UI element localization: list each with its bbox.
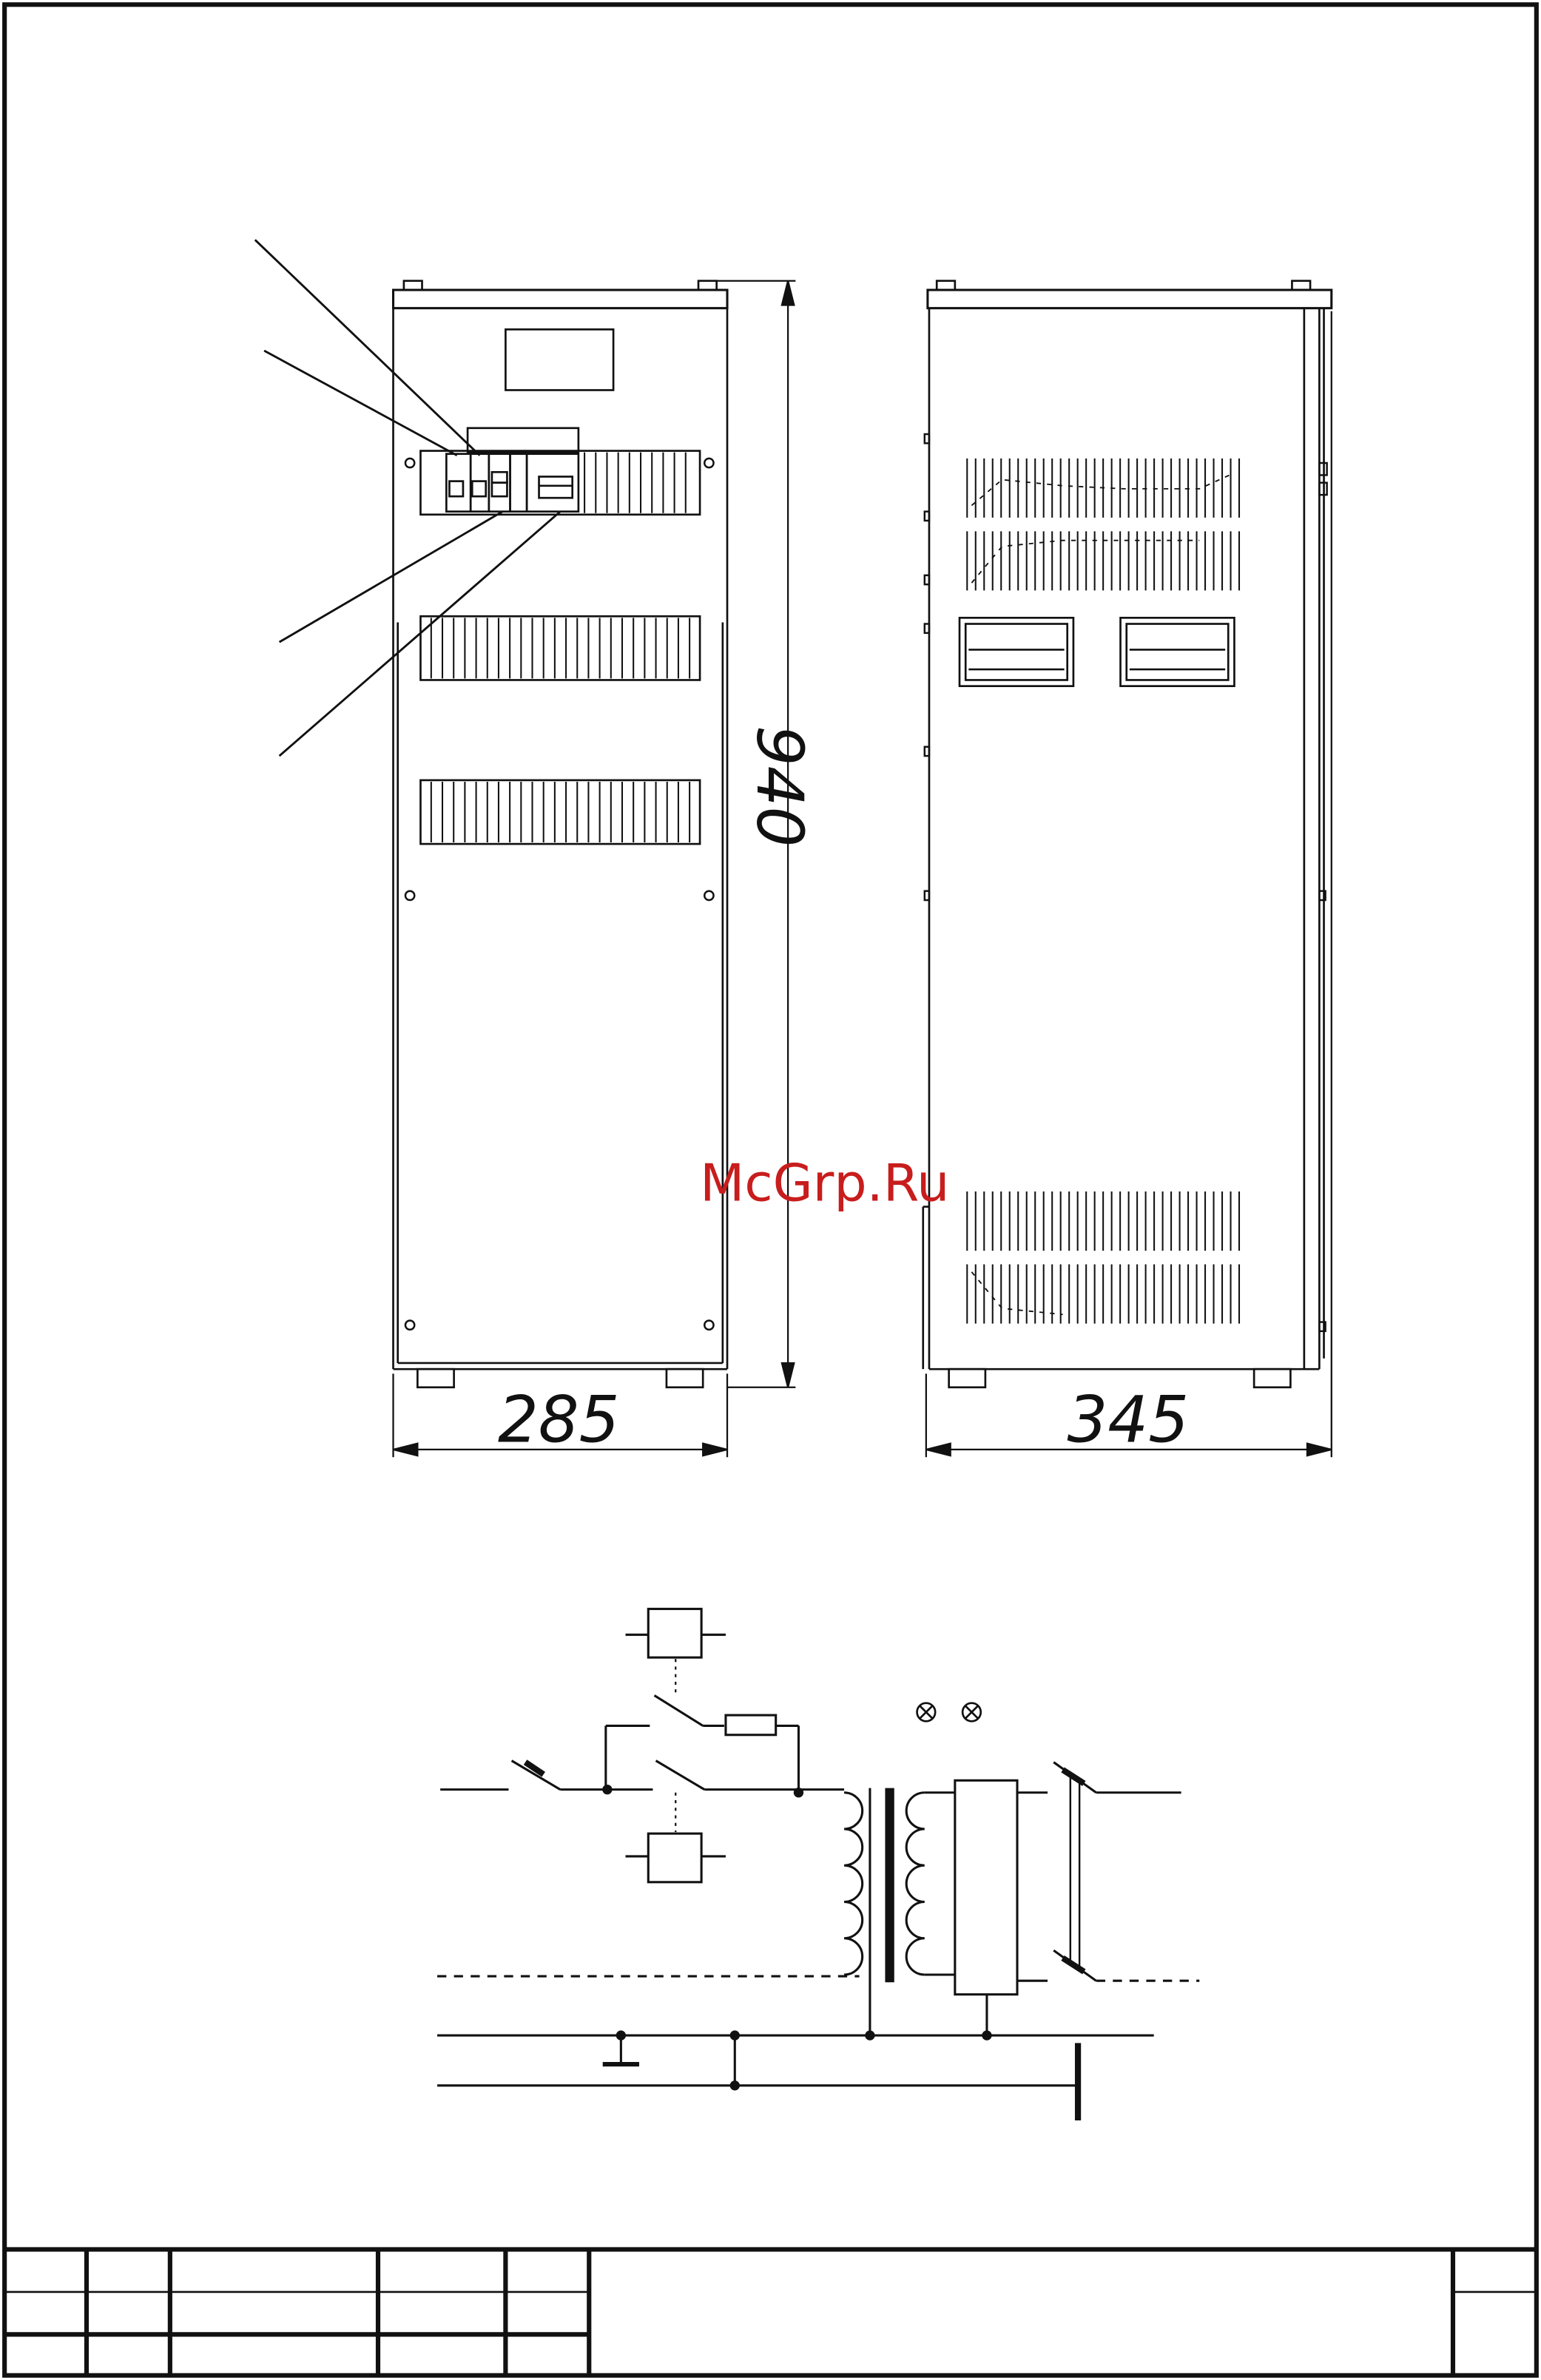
front-width-label: 285: [497, 1383, 620, 1458]
side-width-label: 345: [1067, 1383, 1190, 1458]
height-dimension-label: 940: [742, 725, 817, 848]
watermark: McGrp.Ru: [700, 1153, 950, 1214]
